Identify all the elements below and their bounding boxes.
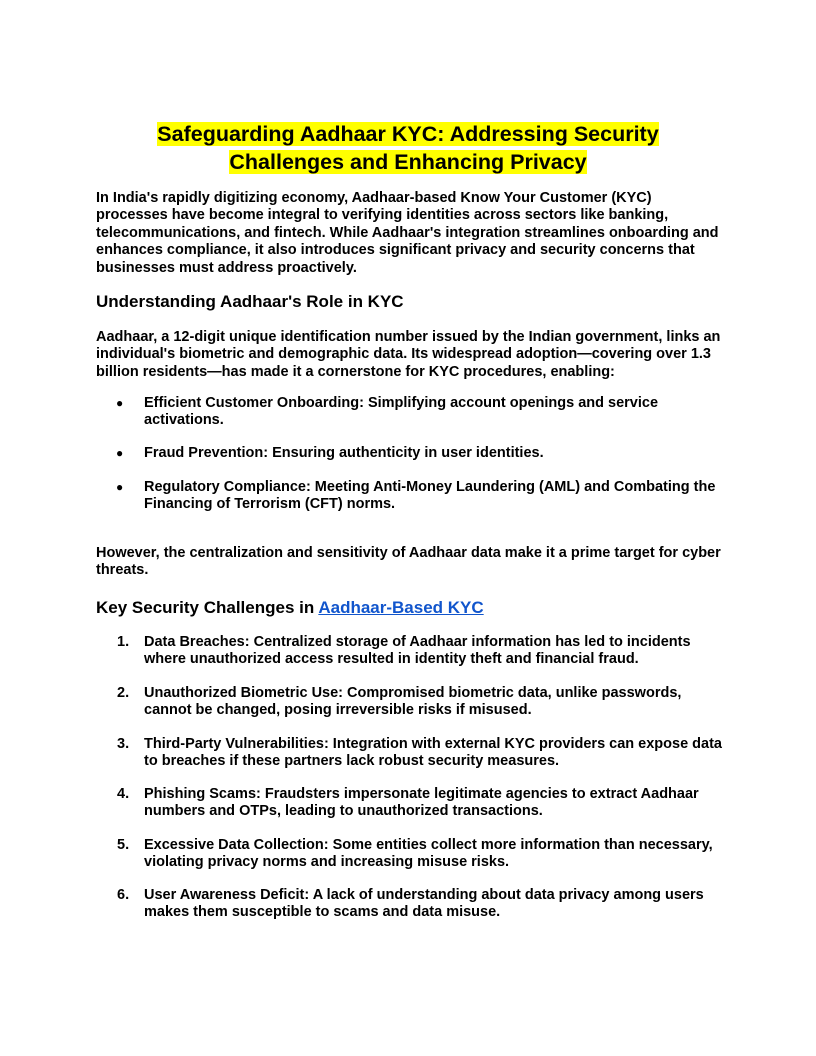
heading-prefix: Key Security Challenges in (96, 598, 319, 617)
bullet-item-onboarding: Efficient Customer Onboarding: Simplifying account openings and service activations. (144, 395, 659, 429)
bullet-item-compliance: Regulatory Compliance: Meeting Anti-Money Laundering (AML) and Combating the Financing of Terrorism (CFT) norms. (144, 479, 716, 513)
title-line-1: Safeguarding Aadhaar KYC: Addressing Security (157, 122, 659, 146)
list-number: 2. (117, 685, 130, 701)
challenge-item-excessive-data: Excessive Data Collection: Some entities collect more information than necessary, violating privacy norms and increasing misuse risks. (144, 837, 713, 871)
bullet-marker: ● (116, 396, 124, 410)
title-line-2: Challenges and Enhancing Privacy (229, 150, 587, 174)
list-number: 6. (117, 887, 130, 903)
document-title (96, 120, 720, 176)
challenge-item-user-awareness: User Awareness Deficit: A lack of understanding about data privacy among users makes them susceptible to scams and data misuse. (144, 887, 704, 921)
challenge-item-third-party: Third-Party Vulnerabilities: Integration with external KYC providers can expose data to breaches if these partners lack robust security measures. (144, 736, 722, 770)
bullet-item-fraud-prevention: Fraud Prevention: Ensuring authenticity in user identities. (144, 445, 544, 461)
section-heading-aadhaar-role: Understanding Aadhaar's Role in KYC (96, 292, 404, 311)
aadhaar-based-kyc-link[interactable]: Aadhaar-Based KYC (318, 598, 484, 617)
list-number: 1. (117, 634, 130, 650)
bullet-marker: ● (116, 480, 124, 494)
list-number: 4. (117, 786, 130, 802)
challenge-item-data-breaches: Data Breaches: Centralized storage of Aadhaar information has led to incidents where unauthorized access resulted in identity theft and financial fraud. (144, 634, 691, 668)
intro-paragraph: In India's rapidly digitizing economy, Aadhaar-based Know Your Customer (KYC) processes have become integral to verifying identities across sectors like banking, telecommunications, and fintech. While Aadhaar's integration streamlines onboarding and enhances compliance, it also introduces significant privacy and security concerns that businesses must address proactively. (96, 190, 719, 276)
bullet-marker: ● (116, 446, 124, 460)
section-heading-security-challenges (96, 598, 484, 618)
challenge-item-phishing: Phishing Scams: Fraudsters impersonate legitimate agencies to extract Aadhaar numbers and OTPs, leading to unauthorized transactions. (144, 786, 699, 820)
list-number: 3. (117, 736, 130, 752)
closing-paragraph: However, the centralization and sensitivity of Aadhaar data make it a prime target for cyber threats. (96, 545, 721, 579)
aadhaar-role-paragraph: Aadhaar, a 12-digit unique identification number issued by the Indian government, links an individual's biometric and demographic data. Its widespread adoption—covering over 1.3 billion residents—has made it a cornerstone for KYC procedures, enabling: (96, 329, 721, 380)
list-number: 5. (117, 837, 130, 853)
challenge-item-biometric-use: Unauthorized Biometric Use: Compromised biometric data, unlike passwords, cannot be changed, posing irreversible risks if misused. (144, 685, 682, 719)
